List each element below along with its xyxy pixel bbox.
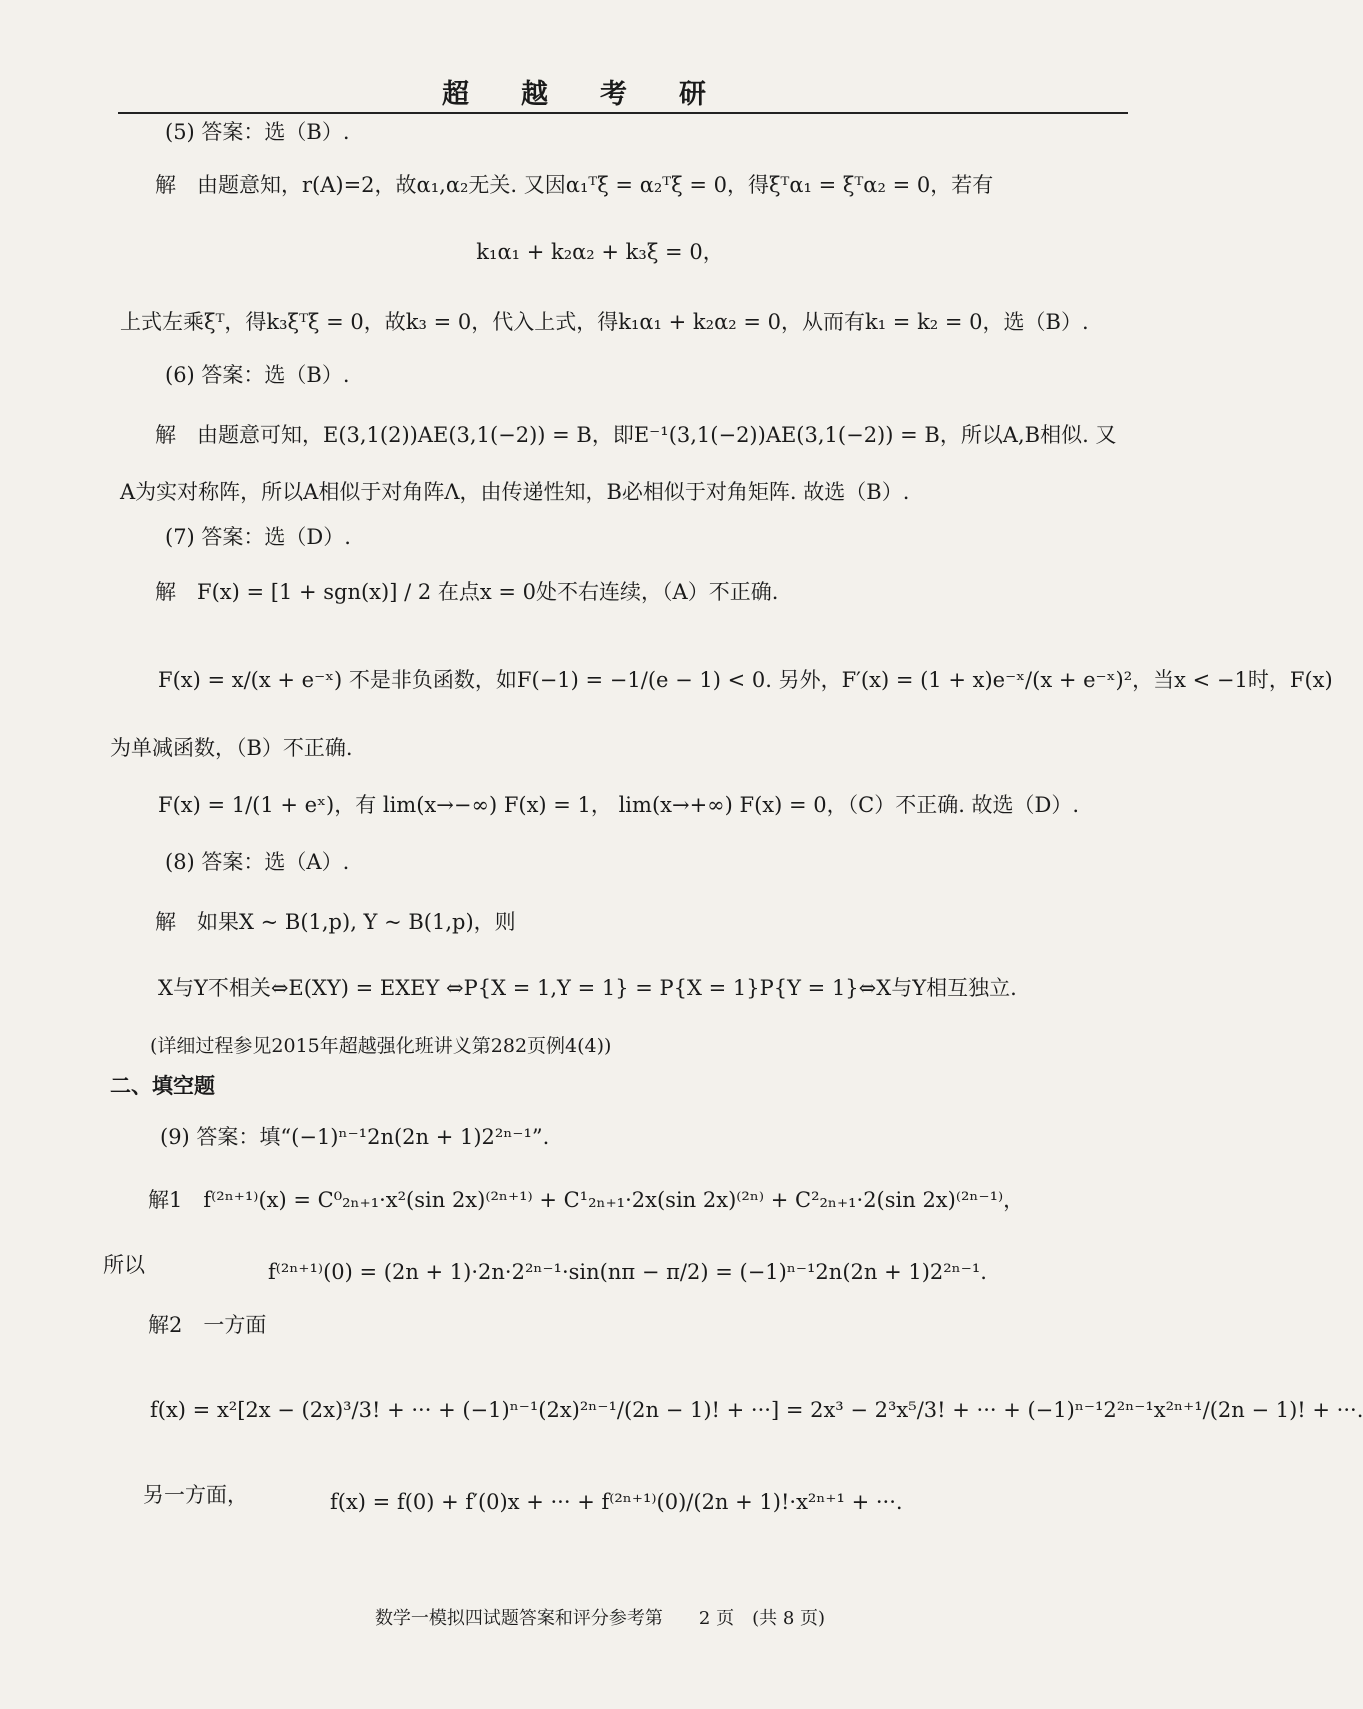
text-line-l21: f⁽²ⁿ⁺¹⁾(0) = (2n + 1)·2n·2²ⁿ⁻¹·sin(nπ − π/2) = (−1)ⁿ⁻¹2n(2n + 1)2²ⁿ⁻¹. (268, 1260, 987, 1284)
text-line-l24: 另一方面， (143, 1483, 248, 1507)
text-line-l17: 二、填空题 (110, 1073, 215, 1098)
text-line-l15: X与Y不相关⇔E(XY) = EXEY ⇔P{X = 1,Y = 1} = P{X = 1}P{Y = 1}⇔X与Y相互独立. (158, 976, 1017, 1000)
text-line-l13: (8) 答案：选（A）. (165, 850, 350, 874)
text-line-l04: 上式左乘ξᵀ，得k₃ξᵀξ = 0，故k₃ = 0，代入上式，得k₁α₁ + k₂α₂ = 0，从而有k₁ = k₂ = 0，选（B）. (120, 310, 1089, 334)
text-line-l25: f(x) = f(0) + f′(0)x + ··· + f⁽²ⁿ⁺¹⁾(0)/(2n + 1)!·x²ⁿ⁺¹ + ···. (330, 1490, 903, 1514)
text-line-l12: F(x) = 1/(1 + eˣ)，有 lim(x→−∞) F(x) = 1， lim(x→+∞) F(x) = 0，（C）不正确. 故选（D）. (158, 793, 1080, 817)
text-line-l01: (5) 答案：选（B）. (165, 120, 350, 144)
text-line-l08: (7) 答案：选（D）. (165, 525, 351, 549)
text-line-l22: 解2 一方面 (148, 1313, 267, 1337)
text-line-l16: (详细过程参见2015年超越强化班讲义第282页例4(4)) (150, 1035, 612, 1057)
text-line-l11: 为单减函数，（B）不正确. (110, 736, 353, 760)
header-divider (118, 112, 1128, 114)
text-line-l09: 解 F(x) = [1 + sgn(x)] / 2 在点x = 0处不右连续，（A）不正确. (155, 580, 779, 604)
text-line-l18: (9) 答案：填“(−1)ⁿ⁻¹2n(2n + 1)2²ⁿ⁻¹”. (160, 1125, 550, 1149)
text-line-l10: F(x) = x/(x + e⁻ˣ) 不是非负函数，如F(−1) = −1/(e − 1) < 0. 另外，F′(x) = (1 + x)e⁻ˣ/(x + e⁻ˣ)²，当x < −1时，F(x) (158, 668, 1333, 692)
text-line-l03: k₁α₁ + k₂α₂ + k₃ξ = 0， (476, 240, 724, 264)
page-footer: 数学一模拟四试题答案和评分参考第 2 页 (共 8 页) (374, 1608, 826, 1629)
page-header-title: 超越考研 (442, 79, 758, 110)
text-line-l06: 解 由题意可知，E(3,1(2))AE(3,1(−2)) = B，即E⁻¹(3,1(−2))AE(3,1(−2)) = B，所以A,B相似. 又 (155, 423, 1117, 447)
text-line-l20: 所以 (103, 1253, 145, 1277)
text-line-l02: 解 由题意知，r(A)=2，故α₁,α₂无关. 又因α₁ᵀξ = α₂ᵀξ = 0，得ξᵀα₁ = ξᵀα₂ = 0，若有 (155, 173, 994, 197)
text-line-l23: f(x) = x²[2x − (2x)³/3! + ··· + (−1)ⁿ⁻¹(2x)²ⁿ⁻¹/(2n − 1)! + ···] = 2x³ − 2³x⁵/3! + ··· + (−1)ⁿ⁻¹2²ⁿ⁻¹x²ⁿ⁺¹/(2n − 1)! + ···. (150, 1398, 1363, 1422)
text-line-l07: A为实对称阵，所以A相似于对角阵Λ，由传递性知，B必相似于对角矩阵. 故选（B）. (120, 480, 910, 504)
text-line-l14: 解 如果X ~ B(1,p), Y ~ B(1,p)，则 (155, 910, 516, 934)
text-line-l05: (6) 答案：选（B）. (165, 363, 350, 387)
text-line-l19: 解1 f⁽²ⁿ⁺¹⁾(x) = C⁰₂ₙ₊₁·x²(sin 2x)⁽²ⁿ⁺¹⁾ + C¹₂ₙ₊₁·2x(sin 2x)⁽²ⁿ⁾ + C²₂ₙ₊₁·2(sin 2x)⁽²ⁿ⁻¹⁾， (148, 1188, 1025, 1212)
